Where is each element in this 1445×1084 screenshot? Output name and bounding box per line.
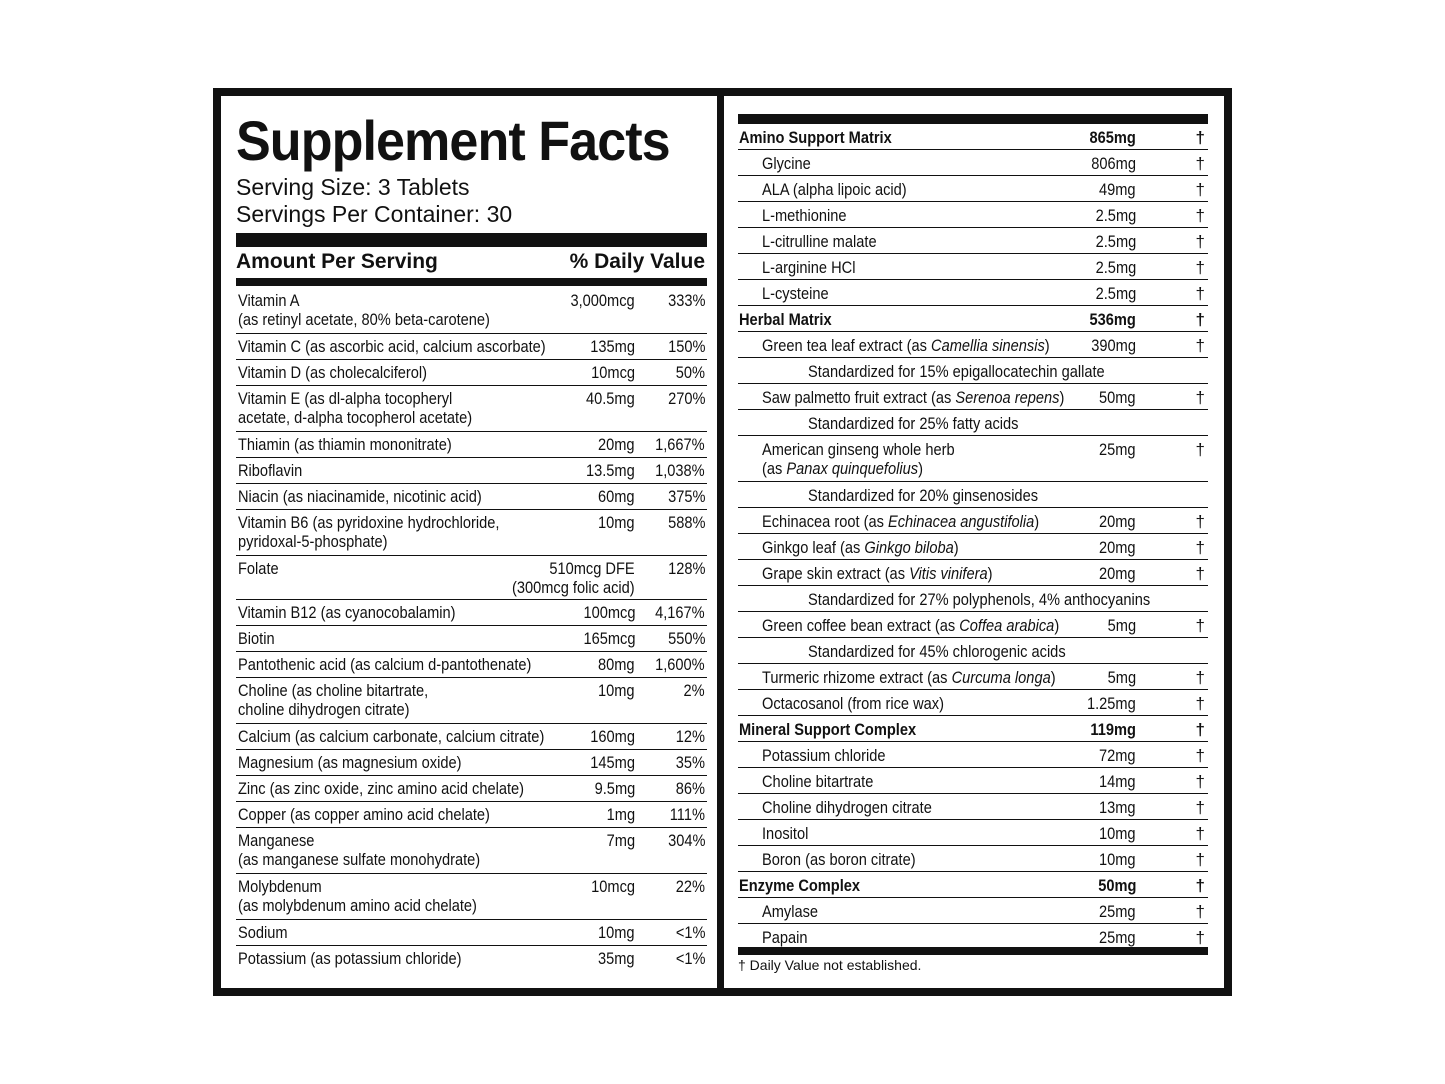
nutrient-name: Thiamin (as thiamin mononitrate)	[238, 435, 452, 454]
ingredient-name: L-citrulline malate	[762, 232, 877, 251]
dagger-mark: †	[1195, 850, 1205, 869]
ingredient-name: Choline bitartrate	[762, 772, 874, 791]
ingredient-name: L-arginine HCl	[762, 258, 856, 277]
ingredient-name: L-cysteine	[762, 284, 829, 303]
dagger-mark: †	[1195, 928, 1205, 947]
nutrient-amount: 10mg	[598, 923, 635, 942]
ingredient-name: Enzyme Complex	[739, 876, 861, 895]
nutrient-amount: 80mg	[598, 655, 635, 674]
nutrient-name: Copper (as copper amino acid chelate)	[238, 805, 490, 824]
dagger-mark: †	[1195, 772, 1205, 791]
ingredient-name: Octacosanol (from rice wax)	[762, 694, 944, 713]
ingredient-row	[738, 384, 1208, 410]
nutrient-daily-value: 150%	[667, 337, 705, 356]
ingredient-amount: 14mg	[1099, 772, 1136, 791]
nutrient-name: Vitamin C (as ascorbic acid, calcium ascorbate)	[238, 337, 546, 356]
nutrient-daily-value: 550%	[667, 629, 705, 648]
nutrient-name: Biotin	[238, 629, 275, 648]
ingredient-name: Boron (as boron citrate)	[762, 850, 916, 869]
dagger-mark: †	[1195, 694, 1205, 713]
ingredient-amount: 5mg	[1107, 668, 1136, 687]
nutrient-row	[236, 484, 707, 510]
ingredient-name: Echinacea root (as Echinacea angustifolia)	[762, 512, 1040, 531]
nutrient-amount: 35mg	[598, 949, 635, 968]
nutrient-row	[236, 510, 707, 556]
ingredient-amount: 20mg	[1099, 512, 1136, 531]
ingredient-row	[738, 820, 1208, 846]
ingredient-row	[738, 482, 1208, 508]
nutrient-amount: 100mcg	[582, 603, 635, 622]
ingredient-row	[738, 742, 1208, 768]
dagger-mark: †	[1195, 798, 1205, 817]
label-title: Supplement Facts	[236, 109, 670, 172]
ingredient-row	[738, 586, 1208, 612]
ingredient-name: Standardized for 15% epigallocatechin gallate	[808, 362, 1105, 381]
nutrient-row	[236, 828, 707, 874]
ingredient-row	[738, 664, 1208, 690]
nutrient-daily-value: 1,600%	[655, 655, 705, 674]
ingredient-amount: 119mg	[1090, 720, 1136, 739]
ingredient-name: Inositol	[762, 824, 809, 843]
ingredient-row	[738, 560, 1208, 586]
ingredient-row	[738, 202, 1208, 228]
nutrient-amount: 20mg	[598, 435, 635, 454]
ingredient-amount: 25mg	[1099, 928, 1136, 947]
right-bottom-divider	[738, 947, 1208, 955]
ingredient-name: Standardized for 45% chlorogenic acids	[808, 642, 1066, 661]
ingredient-amount: 50mg	[1099, 388, 1136, 407]
ingredient-name: Potassium chloride	[762, 746, 886, 765]
ingredient-amount: 865mg	[1089, 128, 1136, 147]
nutrient-daily-value: 375%	[667, 487, 705, 506]
ingredient-amount: 2.5mg	[1095, 206, 1136, 225]
nutrient-name: Vitamin E (as dl-alpha tocopheryl acetate, d-alpha tocopherol acetate)	[238, 389, 473, 427]
ingredient-row	[738, 638, 1208, 664]
ingredient-row	[738, 436, 1208, 482]
nutrient-amount: 10mcg	[591, 877, 635, 896]
ingredient-name: Choline dihydrogen citrate	[762, 798, 932, 817]
ingredient-name: L-methionine	[762, 206, 847, 225]
ingredient-row	[738, 508, 1208, 534]
ingredient-amount: 536mg	[1089, 310, 1136, 329]
ingredient-name: Saw palmetto fruit extract (as Serenoa repens)	[762, 388, 1065, 407]
dagger-mark: †	[1195, 538, 1205, 557]
ingredient-amount: 20mg	[1099, 538, 1136, 557]
dagger-mark: †	[1195, 720, 1205, 739]
ingredient-group-row	[738, 872, 1208, 898]
nutrient-row	[236, 652, 707, 678]
nutrient-amount: 13.5mg	[586, 461, 635, 480]
nutrient-daily-value: 111%	[669, 805, 705, 824]
ingredient-row	[738, 768, 1208, 794]
ingredient-row	[738, 228, 1208, 254]
nutrient-name: Choline (as choline bitartrate, choline dihydrogen citrate)	[238, 681, 429, 719]
nutrient-row	[236, 776, 707, 802]
nutrient-name: Riboflavin	[238, 461, 303, 480]
nutrient-amount: 160mg	[590, 727, 635, 746]
ingredient-amount: 13mg	[1099, 798, 1136, 817]
nutrient-daily-value: 333%	[667, 291, 705, 310]
ingredient-amount: 2.5mg	[1095, 284, 1136, 303]
nutrient-amount: 10mcg	[591, 363, 635, 382]
dagger-mark: †	[1195, 388, 1205, 407]
nutrient-amount: 3,000mcg	[570, 291, 635, 310]
ingredient-row	[738, 176, 1208, 202]
ingredient-name: Amino Support Matrix	[739, 128, 892, 147]
ingredient-group-row	[738, 306, 1208, 332]
ingredient-amount: 72mg	[1099, 746, 1136, 765]
ingredient-row	[738, 898, 1208, 924]
nutrient-amount: 60mg	[598, 487, 635, 506]
dagger-mark: †	[1195, 824, 1205, 843]
nutrient-amount: 9.5mg	[594, 779, 635, 798]
nutrient-daily-value: 2%	[683, 681, 705, 700]
dagger-mark: †	[1195, 512, 1205, 531]
daily-value-header: % Daily Value	[569, 250, 705, 273]
ingredient-amount: 5mg	[1107, 616, 1136, 635]
nutrient-name: Niacin (as niacinamide, nicotinic acid)	[238, 487, 482, 506]
nutrient-row	[236, 556, 707, 600]
ingredient-amount: 10mg	[1099, 824, 1136, 843]
ingredient-name: Herbal Matrix	[739, 310, 832, 329]
ingredient-name: Green tea leaf extract (as Camellia sinensis)	[762, 336, 1050, 355]
nutrient-daily-value: 588%	[667, 513, 705, 532]
ingredient-group-row	[738, 124, 1208, 150]
dagger-mark: †	[1195, 180, 1205, 199]
nutrient-row	[236, 678, 707, 724]
dagger-mark: †	[1195, 206, 1205, 225]
ingredient-row	[738, 410, 1208, 436]
ingredient-row	[738, 612, 1208, 638]
nutrient-name: Calcium (as calcium carbonate, calcium citrate)	[238, 727, 545, 746]
nutrient-name: Potassium (as potassium chloride)	[238, 949, 462, 968]
right-top-divider	[738, 114, 1208, 124]
ingredient-amount: 50mg	[1097, 876, 1136, 895]
nutrient-daily-value: 304%	[667, 831, 705, 850]
ingredient-amount: 10mg	[1099, 850, 1136, 869]
dagger-mark: †	[1195, 902, 1205, 921]
serving-size: Serving Size: 3 Tablets	[236, 174, 470, 200]
ingredient-amount: 390mg	[1091, 336, 1136, 355]
dagger-mark: †	[1195, 258, 1205, 277]
nutrient-row	[236, 802, 707, 828]
dagger-mark: †	[1195, 284, 1205, 303]
nutrient-row	[236, 920, 707, 946]
ingredient-row	[738, 794, 1208, 820]
footnote: † Daily Value not established.	[738, 957, 922, 973]
dagger-mark: †	[1195, 440, 1205, 459]
dagger-mark: †	[1195, 876, 1205, 895]
nutrient-row	[236, 874, 707, 920]
nutrient-name: Manganese (as manganese sulfate monohydrate)	[238, 831, 481, 869]
ingredient-name: Ginkgo leaf (as Ginkgo biloba)	[762, 538, 959, 557]
ingredient-row	[738, 534, 1208, 560]
nutrient-name: Sodium	[238, 923, 288, 942]
ingredient-row	[738, 254, 1208, 280]
nutrient-amount: 145mg	[590, 753, 635, 772]
ingredient-amount: 49mg	[1099, 180, 1136, 199]
dagger-mark: †	[1195, 564, 1205, 583]
nutrient-name: Molybdenum (as molybdenum amino acid chelate)	[238, 877, 477, 915]
nutrient-daily-value: 86%	[675, 779, 705, 798]
nutrient-row	[236, 432, 707, 458]
nutrient-name: Folate	[238, 559, 279, 578]
ingredient-row	[738, 690, 1208, 716]
ingredient-row	[738, 846, 1208, 872]
nutrient-daily-value: 4,167%	[655, 603, 705, 622]
nutrient-name: Pantothenic acid (as calcium d-pantothenate)	[238, 655, 532, 674]
servings-per-container: Servings Per Container: 30	[236, 201, 513, 227]
amount-per-serving-header: Amount Per Serving	[236, 250, 438, 273]
dagger-mark: †	[1195, 616, 1205, 635]
dagger-mark: †	[1195, 128, 1205, 147]
nutrient-amount: 165mcg	[582, 629, 635, 648]
ingredient-row	[738, 150, 1208, 176]
nutrient-amount: 10mg	[598, 513, 635, 532]
dagger-mark: †	[1195, 668, 1205, 687]
nutrient-daily-value: 22%	[675, 877, 705, 896]
dagger-mark: †	[1195, 232, 1205, 251]
ingredient-amount: 25mg	[1099, 440, 1136, 459]
ingredient-row	[738, 332, 1208, 358]
nutrient-name: Zinc (as zinc oxide, zinc amino acid chelate)	[238, 779, 525, 798]
ingredient-group-row	[738, 716, 1208, 742]
nutrient-daily-value: 35%	[675, 753, 705, 772]
ingredient-row	[738, 280, 1208, 306]
nutrient-row	[236, 600, 707, 626]
ingredient-name: ALA (alpha lipoic acid)	[762, 180, 907, 199]
dagger-mark: †	[1195, 154, 1205, 173]
nutrient-daily-value: 1,038%	[655, 461, 705, 480]
nutrient-row	[236, 724, 707, 750]
nutrient-amount: 1mg	[606, 805, 635, 824]
nutrient-row	[236, 360, 707, 386]
nutrient-daily-value: 128%	[667, 559, 705, 578]
ingredient-name: Green coffee bean extract (as Coffea arabica)	[762, 616, 1060, 635]
nutrient-name: Vitamin D (as cholecalciferol)	[238, 363, 428, 382]
ingredient-row	[738, 358, 1208, 384]
ingredient-amount: 2.5mg	[1095, 258, 1136, 277]
nutrient-name: Vitamin A (as retinyl acetate, 80% beta-carotene)	[238, 291, 490, 329]
nutrient-amount: 40.5mg	[586, 389, 635, 408]
ingredient-name: Amylase	[762, 902, 819, 921]
medium-divider	[236, 278, 707, 286]
nutrient-row	[236, 750, 707, 776]
ingredient-name: Standardized for 27% polyphenols, 4% anthocyanins	[808, 590, 1151, 609]
ingredient-amount: 1.25mg	[1087, 694, 1136, 713]
nutrient-name: Magnesium (as magnesium oxide)	[238, 753, 462, 772]
nutrient-row	[236, 288, 707, 334]
ingredient-amount: 2.5mg	[1095, 232, 1136, 251]
nutrient-row	[236, 334, 707, 360]
nutrient-daily-value: <1%	[675, 949, 705, 968]
nutrient-daily-value: 12%	[675, 727, 705, 746]
nutrient-amount: 135mg	[590, 337, 635, 356]
ingredient-name: Grape skin extract (as Vitis vinifera)	[762, 564, 993, 583]
ingredient-name: American ginseng whole herb (as Panax quinquefolius)	[762, 440, 955, 478]
ingredient-amount: 25mg	[1099, 902, 1136, 921]
column-header	[236, 250, 707, 276]
ingredient-name: Standardized for 20% ginsenosides	[808, 486, 1039, 505]
ingredient-name: Papain	[762, 928, 808, 947]
nutrient-row	[236, 386, 707, 432]
nutrient-amount: 510mcg DFE (300mcg folic acid)	[512, 559, 635, 597]
dagger-mark: †	[1195, 746, 1205, 765]
ingredient-name: Standardized for 25% fatty acids	[808, 414, 1019, 433]
nutrient-row	[236, 458, 707, 484]
nutrient-row	[236, 626, 707, 652]
ingredient-name: Turmeric rhizome extract (as Curcuma longa)	[762, 668, 1056, 687]
ingredient-name: Mineral Support Complex	[739, 720, 917, 739]
ingredient-amount: 806mg	[1091, 154, 1136, 173]
thick-divider	[236, 233, 707, 247]
ingredient-amount: 20mg	[1099, 564, 1136, 583]
nutrient-amount: 10mg	[598, 681, 635, 700]
nutrient-daily-value: <1%	[675, 923, 705, 942]
nutrient-amount: 7mg	[606, 831, 635, 850]
dagger-mark: †	[1195, 336, 1205, 355]
nutrient-daily-value: 270%	[667, 389, 705, 408]
nutrient-daily-value: 50%	[675, 363, 705, 382]
nutrient-name: Vitamin B12 (as cyanocobalamin)	[238, 603, 456, 622]
ingredient-name: Glycine	[762, 154, 811, 173]
nutrient-daily-value: 1,667%	[655, 435, 705, 454]
dagger-mark: †	[1195, 310, 1205, 329]
nutrient-row	[236, 946, 707, 970]
nutrient-name: Vitamin B6 (as pyridoxine hydrochloride, pyridoxal-5-phosphate)	[238, 513, 500, 551]
